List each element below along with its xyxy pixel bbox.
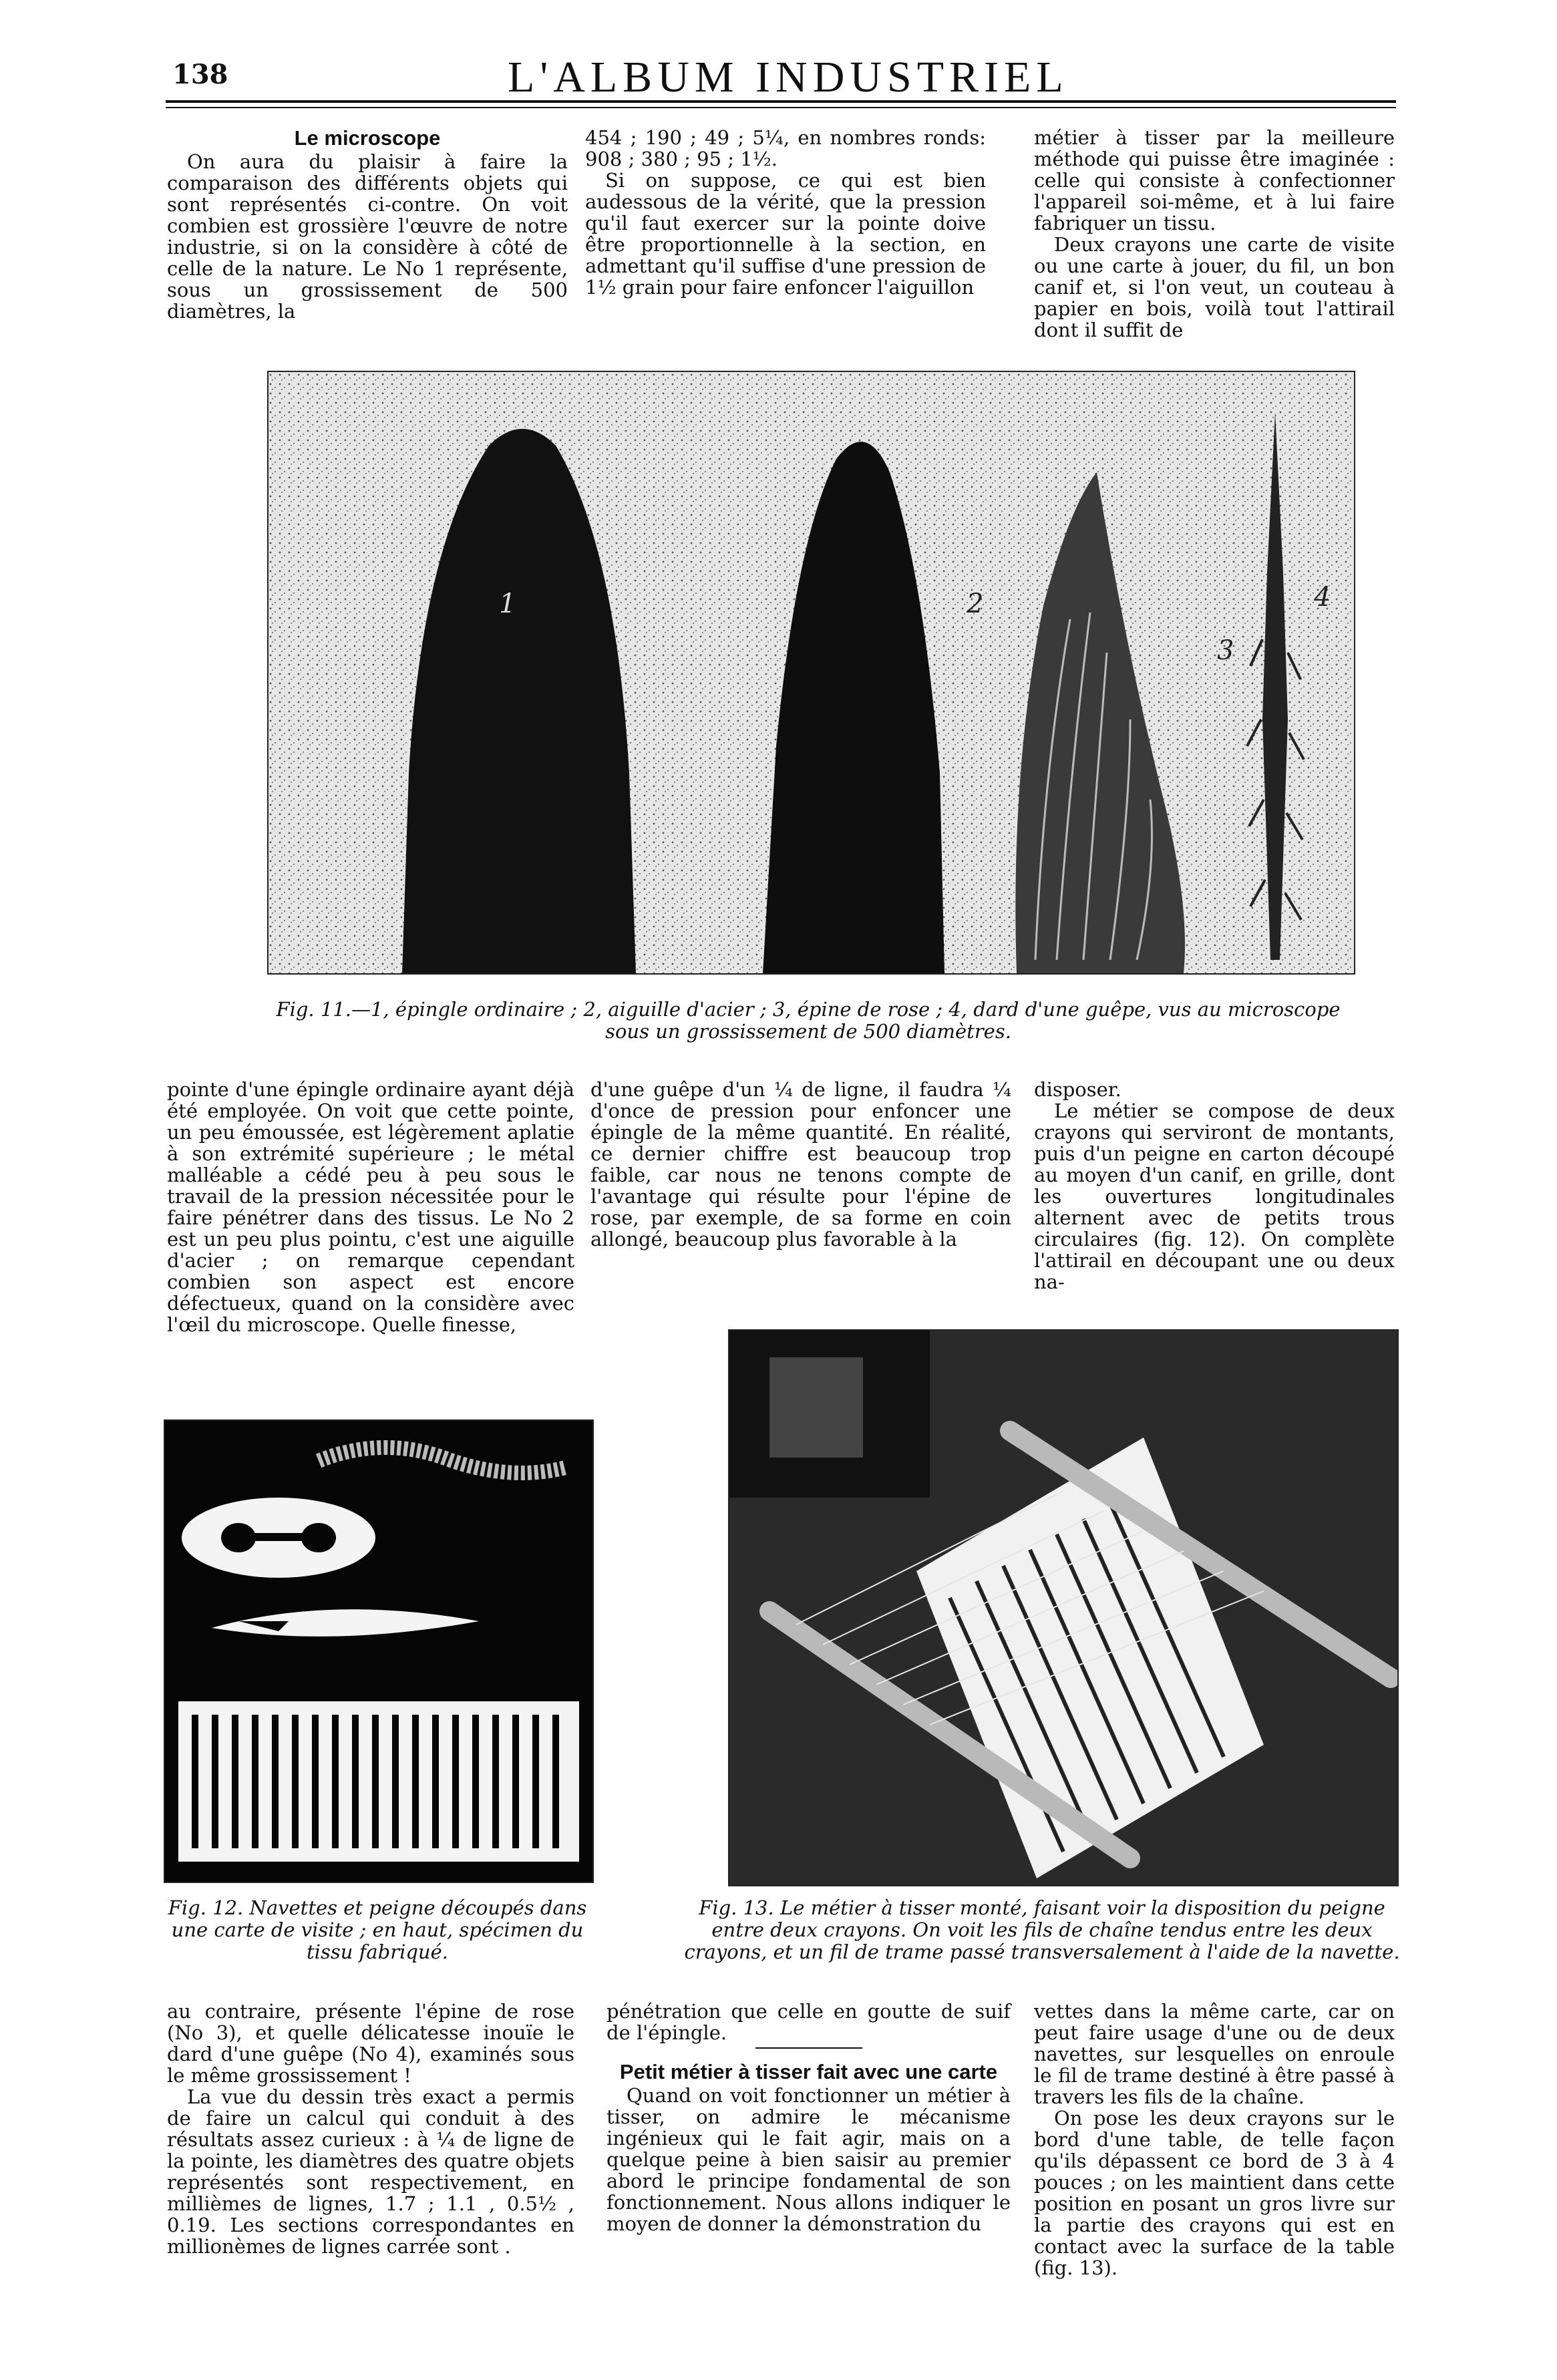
figure-11-caption: Fig. 11.—1, épingle ordinaire ; 2, aiguille d'acier ; 3, épine de rose ; 4, dard d'une guêpe, vus au microscope sous un grossissement de 500 diamètres.: [276, 998, 1341, 1043]
label-4: 4: [1314, 582, 1331, 613]
paragraph: On pose les deux crayons sur le bord d'une table, de telle façon qu'ils dépassent ce bord de 3 à 4 pouces ; on les maintient dans cette position en posant un gros livre sur la partie des crayons qui est en contact avec la surface de la table (fig. 13).: [1034, 2107, 1395, 2279]
top-column-1: [167, 127, 568, 322]
page-number: 138: [172, 59, 228, 90]
middle-column-1: [167, 1079, 574, 1335]
section-divider: [755, 2047, 862, 2049]
figure-12-caption: Fig. 12. Navettes et peigne découpés dans une carte de visite ; en haut, spécimen du tissu fabriqué.: [168, 1896, 587, 1963]
middle-column-3: [1034, 1079, 1395, 1293]
paragraph: On aura du plaisir à faire la comparaison des différents objets qui sont représentés ci-contre. On voit combien est grossière l'œuvre de notre industrie, si on la considère à côté de celle de la nature. Le No 1 représente, sous un grossissement de 500 diamètres, la: [167, 150, 568, 323]
page-title: L'ALBUM INDUSTRIEL: [508, 53, 1069, 102]
figure-12-illustration: [164, 1419, 594, 1883]
figure-13-caption: Fig. 13. Le métier à tisser monté, faisant voir la disposition du peigne entre deux crayons. On voit les fils de chaîne tendus entre les deux crayons, et un fil de trame passé transversalement à l'aide de la navette.: [684, 1896, 1400, 1963]
paragraph: d'une guêpe d'un ¼ de ligne, il faudra ¼ d'once de pression pour enfoncer une épingle de la même quantité. En réalité, ce dernier chiffre est beaucoup trop faible, car nous ne tenons compte de l'avantage qui résulte pour l'épine de rose, par exemple, de sa forme en coin allongé, beaucoup plus favorable à la: [590, 1078, 1011, 1250]
paragraph: Si on suppose, ce qui est bien audessous de la vérité, que la pression qu'il faut exercer sur la pointe doive être proportionnelle à la section, en admettant qu'il suffise d'une pression de 1½ grain pour faire enfoncer l'aiguillon: [585, 169, 986, 299]
top-column-2: [585, 127, 986, 298]
paragraph: 454 ; 190 ; 49 ; 5¼, en nombres ronds: 908 ; 380 ; 95 ; 1½.: [585, 126, 986, 170]
paragraph: Quand on voit fonctionner un métier à tisser, on admire le mécanisme ingénieux qui le fait agir, mais on a quelque peine à bien saisir au premier abord le principe fondamental de son fonctionnement. Nous allons indiquer le moyen de donner la démonstration du: [607, 2084, 1011, 2235]
paragraph: La vue du dessin très exact a permis de faire un calcul qui conduit à des résultats assez curieux : à ¼ de ligne de la pointe, les diamètres des quatre objets représentés sont respectivement, en millièmes de lignes, 1.7 ; 1.1 , 0.5½ , 0.19. Les sections correspondantes en millionèmes de lignes carrée sont .: [167, 2085, 574, 2258]
middle-column-2: [590, 1079, 1011, 1250]
figure-13-illustration: [728, 1329, 1399, 1886]
section-title-loom: Petit métier à tisser fait avec une carte: [619, 2060, 998, 2083]
microscope-drawing: [269, 372, 1354, 973]
top-column-3: [1034, 127, 1395, 341]
label-2: 2: [967, 588, 984, 619]
section-title-microscope: Le microscope: [294, 126, 441, 150]
header-rule: [166, 100, 1396, 103]
loom-drawing: [729, 1331, 1397, 1885]
shuttles-and-comb-drawing: [165, 1421, 592, 1882]
figure-11-illustration: [267, 371, 1355, 975]
paragraph: disposer.: [1034, 1078, 1121, 1101]
bottom-column-2: [607, 2001, 1011, 2234]
bottom-column-1: [167, 2001, 574, 2257]
label-1: 1: [499, 588, 516, 619]
paragraph: Le métier se compose de deux crayons qui serviront de montants, puis d'un peigne en carton découpé au moyen d'un canif, en grille, dont les ouvertures longitudinales alternent avec de petits trous circulaires (fig. 12). On complète l'attirail en découpant une ou deux na-: [1034, 1099, 1395, 1293]
paragraph: pointe d'une épingle ordinaire ayant déjà été employée. On voit que cette pointe, un peu émoussée, est légèrement aplatie à son extrémité supérieure ; le métal malléable a cédé peu à peu sous le travail de la pression nécessitée pour le faire pénétrer dans des tissus. Le No 2 est un peu plus pointu, c'est une aiguille d'acier ; on remarque cependant combien son aspect est encore défectueux, quand on la considère avec l'œil du microscope. Quelle finesse,: [167, 1078, 574, 1336]
header-rule-thin: [166, 107, 1396, 108]
paragraph: vettes dans la même carte, car on peut faire usage d'une ou de deux navettes, sur lesquelles on enroule le fil de trame destiné à être passé à travers les fils de la chaîne.: [1034, 2000, 1395, 2108]
paragraph: au contraire, présente l'épine de rose (No 3), et quelle délicatesse inouïe le dard d'une guêpe (No 4), examinés sous le même grossissement !: [167, 2000, 574, 2087]
bottom-column-3: [1034, 2001, 1395, 2278]
paragraph: pénétration que celle en goutte de suif de l'épingle.: [607, 2000, 1011, 2044]
paragraph: métier à tisser par la meilleure méthode qui puisse être imaginée : celle qui consiste à confectionner l'appareil soi-même, et à lui faire fabriquer un tissu.: [1034, 126, 1395, 234]
label-3: 3: [1217, 635, 1234, 666]
paragraph: Deux crayons une carte de visite ou une carte à jouer, du fil, un bon canif et, si l'on veut, un couteau à papier en bois, voilà tout l'attirail dont il suffit de: [1034, 233, 1395, 341]
